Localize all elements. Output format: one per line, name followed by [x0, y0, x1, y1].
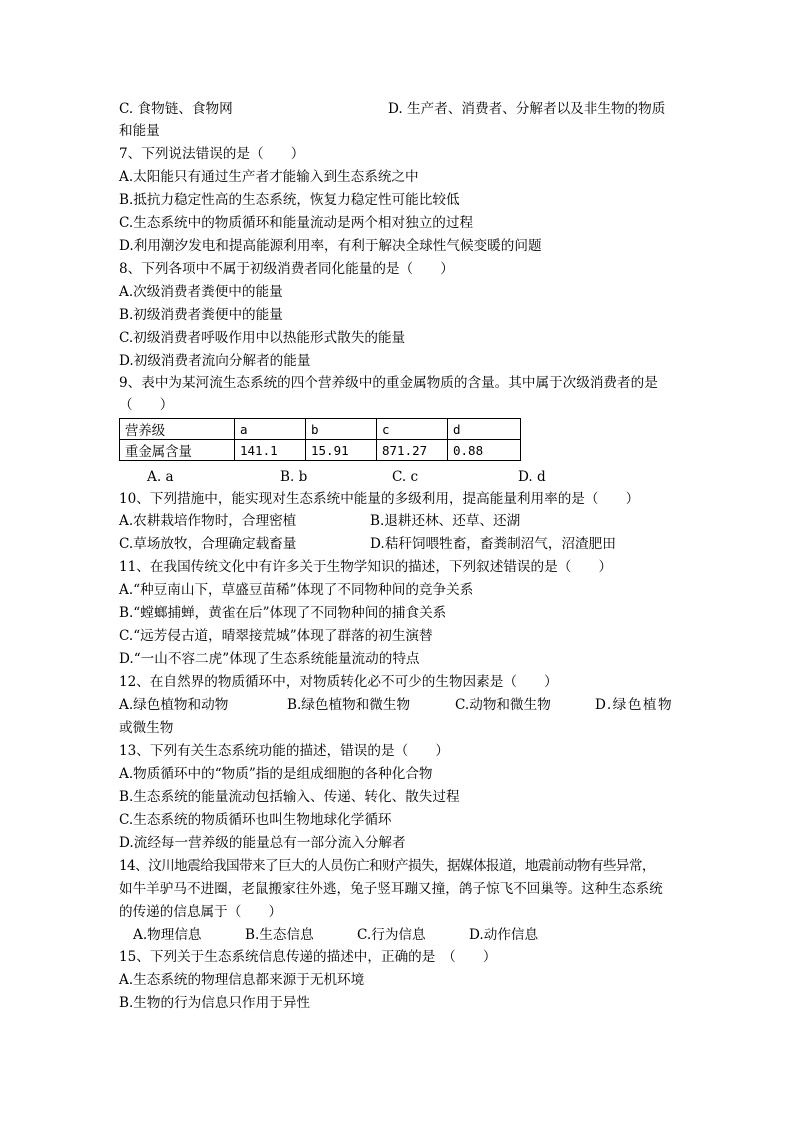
q15-stem: 15、下列关于生态系统信息传递的描述中，正确的是 （ ）	[119, 949, 497, 965]
q8-option-b: B.初级消费者粪便中的能量	[119, 307, 283, 323]
table-cell: d	[448, 419, 521, 440]
q11-stem: 11、在我国传统文化中有许多关于生物学知识的描述，下列叙述错误的是（ ）	[119, 559, 613, 575]
q6-option-d: D. 生产者、消费者、分解者以及非生物的物质	[388, 101, 666, 117]
q10-option-a: A.农耕栽培作物时，合理密植	[119, 513, 297, 529]
table-cell: 重金属含量	[120, 440, 235, 461]
table-cell: b	[306, 419, 377, 440]
q13-option-c: C.生态系统的物质循环也叫生物地球化学循环	[119, 812, 392, 828]
q6-option-c: C. 食物链、食物网	[119, 101, 233, 117]
q15-option-b: B.生物的行为信息只作用于异性	[119, 995, 311, 1011]
table-cell: 15.91	[306, 440, 377, 461]
q11-option-d: D.“一山不容二虎”体现了生态系统能量流动的特点	[119, 651, 420, 667]
q9-stem: 9、表中为某河流生态系统的四个营养级中的重金属物质的含量。其中属于次级消费者的是	[119, 375, 658, 391]
q14-stem-cont: 如牛羊驴马不进圈，老鼠搬家往外逃，兔子竖耳蹦又撞，鸽子惊飞不回巢等。这种生态系统	[119, 881, 663, 897]
q9-option-d: D. d	[518, 469, 546, 485]
q7-option-a: A.太阳能只有通过生产者才能输入到生态系统之中	[119, 169, 419, 185]
q12-option-b: B.绿色植物和微生物	[287, 697, 411, 713]
q12-option-d-cont: 或微生物	[119, 720, 174, 736]
q7-option-c: C.生态系统中的物质循环和能量流动是两个相对独立的过程	[119, 215, 474, 231]
q12-option-a: A.绿色植物和动物	[119, 697, 229, 713]
q14-option-c: C.行为信息	[357, 927, 426, 943]
table-cell: 0.88	[448, 440, 521, 461]
q13-option-b: B.生态系统的能量流动包括输入、传递、转化、散失过程	[119, 789, 460, 805]
q10-option-b: B.退耕还林、还草、还湖	[370, 513, 521, 529]
q14-stem: 14、汶川地震给我国带来了巨大的人员伤亡和财产损失，据媒体报道，地震前动物有些异常，	[119, 858, 655, 874]
q7-option-d: D.利用潮汐发电和提高能源利用率，有利于解决全球性气候变暖的问题	[119, 238, 542, 254]
q14-option-a: A.物理信息	[133, 927, 202, 943]
q8-option-d: D.初级消费者流向分解者的能量	[119, 353, 311, 369]
q12-stem: 12、在自然界的物质循环中，对物质转化必不可少的生物因素是（ ）	[119, 674, 558, 690]
table-cell: 141.1	[235, 440, 306, 461]
q14-stem-cont-2: 的传递的信息属于（ ）	[119, 904, 283, 920]
q9-option-a: A. a	[147, 469, 174, 485]
table-cell: a	[235, 419, 306, 440]
table-cell: 871.27	[377, 440, 448, 461]
q8-option-c: C.初级消费者呼吸作用中以热能形式散失的能量	[119, 330, 406, 346]
q11-option-b: B.“螳螂捕蝉，黄雀在后”体现了不同物种间的捕食关系	[119, 605, 447, 621]
q14-option-b: B.生态信息	[245, 927, 314, 943]
q13-stem: 13、下列有关生态系统功能的描述，错误的是（ ）	[119, 743, 449, 759]
heavy-metal-table	[119, 418, 521, 461]
table-cell: 营养级	[120, 419, 235, 440]
q13-option-a: A.物质循环中的“物质”指的是组成细胞的各种化合物	[119, 766, 433, 782]
table-row	[120, 440, 521, 461]
q14-option-d: D.动作信息	[469, 927, 539, 943]
table-cell: c	[377, 419, 448, 440]
q8-option-a: A.次级消费者粪便中的能量	[119, 284, 283, 300]
q13-option-d: D.流经每一营养级的能量总有一部分流入分解者	[119, 835, 406, 851]
q11-option-a: A.“种豆南山下，草盛豆苗稀”体现了不同物种间的竞争关系	[119, 582, 474, 598]
q7-option-b: B.抵抗力稳定性高的生态系统，恢复力稳定性可能比较低	[119, 192, 460, 208]
q12-option-c: C.动物和微生物	[455, 697, 551, 713]
table-row	[120, 419, 521, 440]
q10-option-d: D.秸秆饲喂牲畜，畜粪制沼气，沼渣肥田	[370, 536, 616, 552]
q15-option-a: A.生态系统的物理信息都来源于无机环境	[119, 972, 365, 988]
q9-stem-cont: （ ）	[119, 397, 174, 413]
q9-option-b: B. b	[280, 469, 308, 485]
q7-stem: 7、下列说法错误的是（ ）	[119, 146, 305, 162]
q11-option-c: C.“远芳侵古道，晴翠接荒城”体现了群落的初生演替	[119, 628, 433, 644]
q12-option-d: D.绿色植物	[595, 697, 674, 713]
q9-option-c: C. c	[392, 469, 419, 485]
q8-stem: 8、下列各项中不属于初级消费者同化能量的是（ ）	[119, 261, 454, 277]
q10-stem: 10、下列措施中，能实现对生态系统中能量的多级利用，提高能量利用率的是（ ）	[119, 491, 640, 507]
q6-option-d-cont: 和能量	[119, 123, 160, 139]
q10-option-c: C.草场放牧，合理确定载畜量	[119, 536, 297, 552]
